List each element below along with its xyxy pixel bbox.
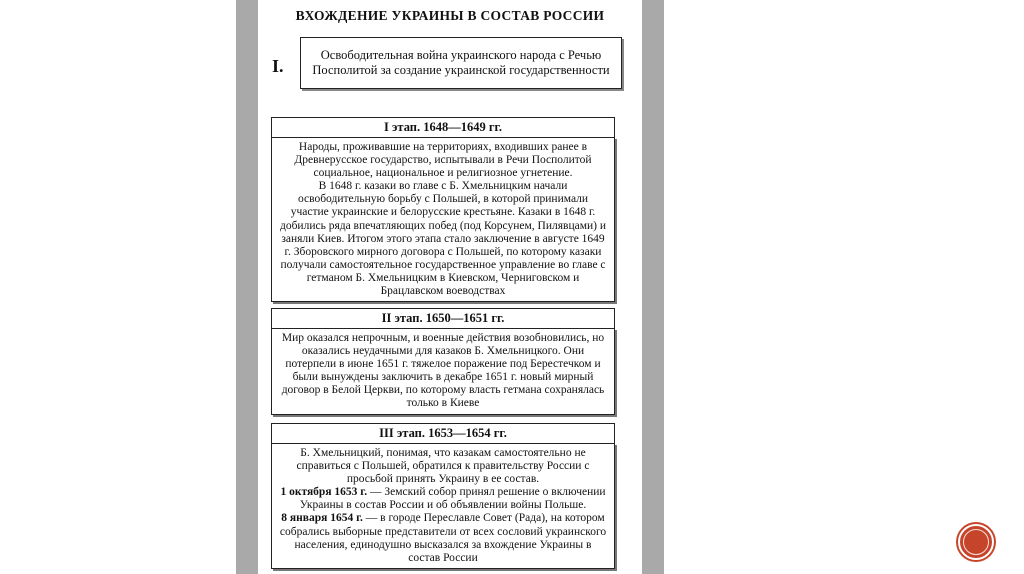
stage-1 [271,117,615,302]
stage-title: II этап. 1650—1651 гг. [271,308,615,328]
stage-paragraph: Народы, проживавшие на территориях, входивших ранее в Древнерусское государство, испытывали в Речи Посполитой социальное, национальное и религиозное угнетение. [294,141,592,180]
stage-event [278,512,608,564]
stage-title: III этап. 1653—1654 гг. [271,423,615,443]
button-ring [963,529,989,555]
stage-paragraph: Мир оказался непрочным, и военные действия возобновились, но оказались неудачными для казаков Б. Хмельницкого. Они потерпели в июне 1651 г. тяжелое поражение под Берестечком и были вынуждены заключить в декабре 1651 г. новый мирный договор в Белой Церкви, по которому власть гетмана сохранялась только в Киеве [281,332,605,410]
stage-event [278,486,608,512]
document-page [258,0,642,574]
event-date: 8 января 1654 г. [281,512,363,525]
event-text: — в городе Переславле Совет (Рада), на котором собрались выборные представители от всех сословий украинского населения, единодушно высказался за вхождение Украины в состав России [279,512,607,564]
section-numeral: I. [272,56,284,76]
stage-body [271,328,615,415]
document-title: ВХОЖДЕНИЕ УКРАИНЫ В СОСТАВ РОССИИ [295,8,605,23]
stage-2 [271,308,615,415]
stage-body [271,137,615,302]
stage-paragraph: В 1648 г. казаки во главе с Б. Хмельницким начали освободительную борьбу с Польшей, в которой принимали участие украинские и белорусские крестьяне. Казаки в 1648 г. добились ряда впечатляющих побед (под Корсунем, Пилявцами) и заняли Киев. Итогом этого этапа стало заключение в августе 1649 г. Зборовского мирного договора с Польшей, по которому казаки получали самостоятельное государственное управление во главе с гетманом Б. Хмельницким в Киевском, Черниговском и Брацлавском воеводствах [279,180,607,298]
stage-title: I этап. 1648—1649 гг. [271,117,615,137]
stage-intro: Б. Хмельницкий, понимая, что казакам самостоятельно не справиться с Польшей, обратился к правительству России с просьбой принять Украину в ее состав. [296,447,590,486]
left-gray-strip [236,0,258,574]
stage-body [271,443,615,569]
section-title: Освободительная война украинского народа с Речью Посполитой за создание украинской государственности [312,48,610,77]
event-text: — Земский собор принял решение о включении Украины в состав России и об объявлении войны Польше. [299,486,606,512]
right-gray-strip [642,0,664,574]
stage-3 [271,423,615,569]
event-date: 1 октября 1653 г. [280,486,368,499]
circle-button-icon[interactable] [958,524,994,560]
section-title-box [300,37,622,89]
